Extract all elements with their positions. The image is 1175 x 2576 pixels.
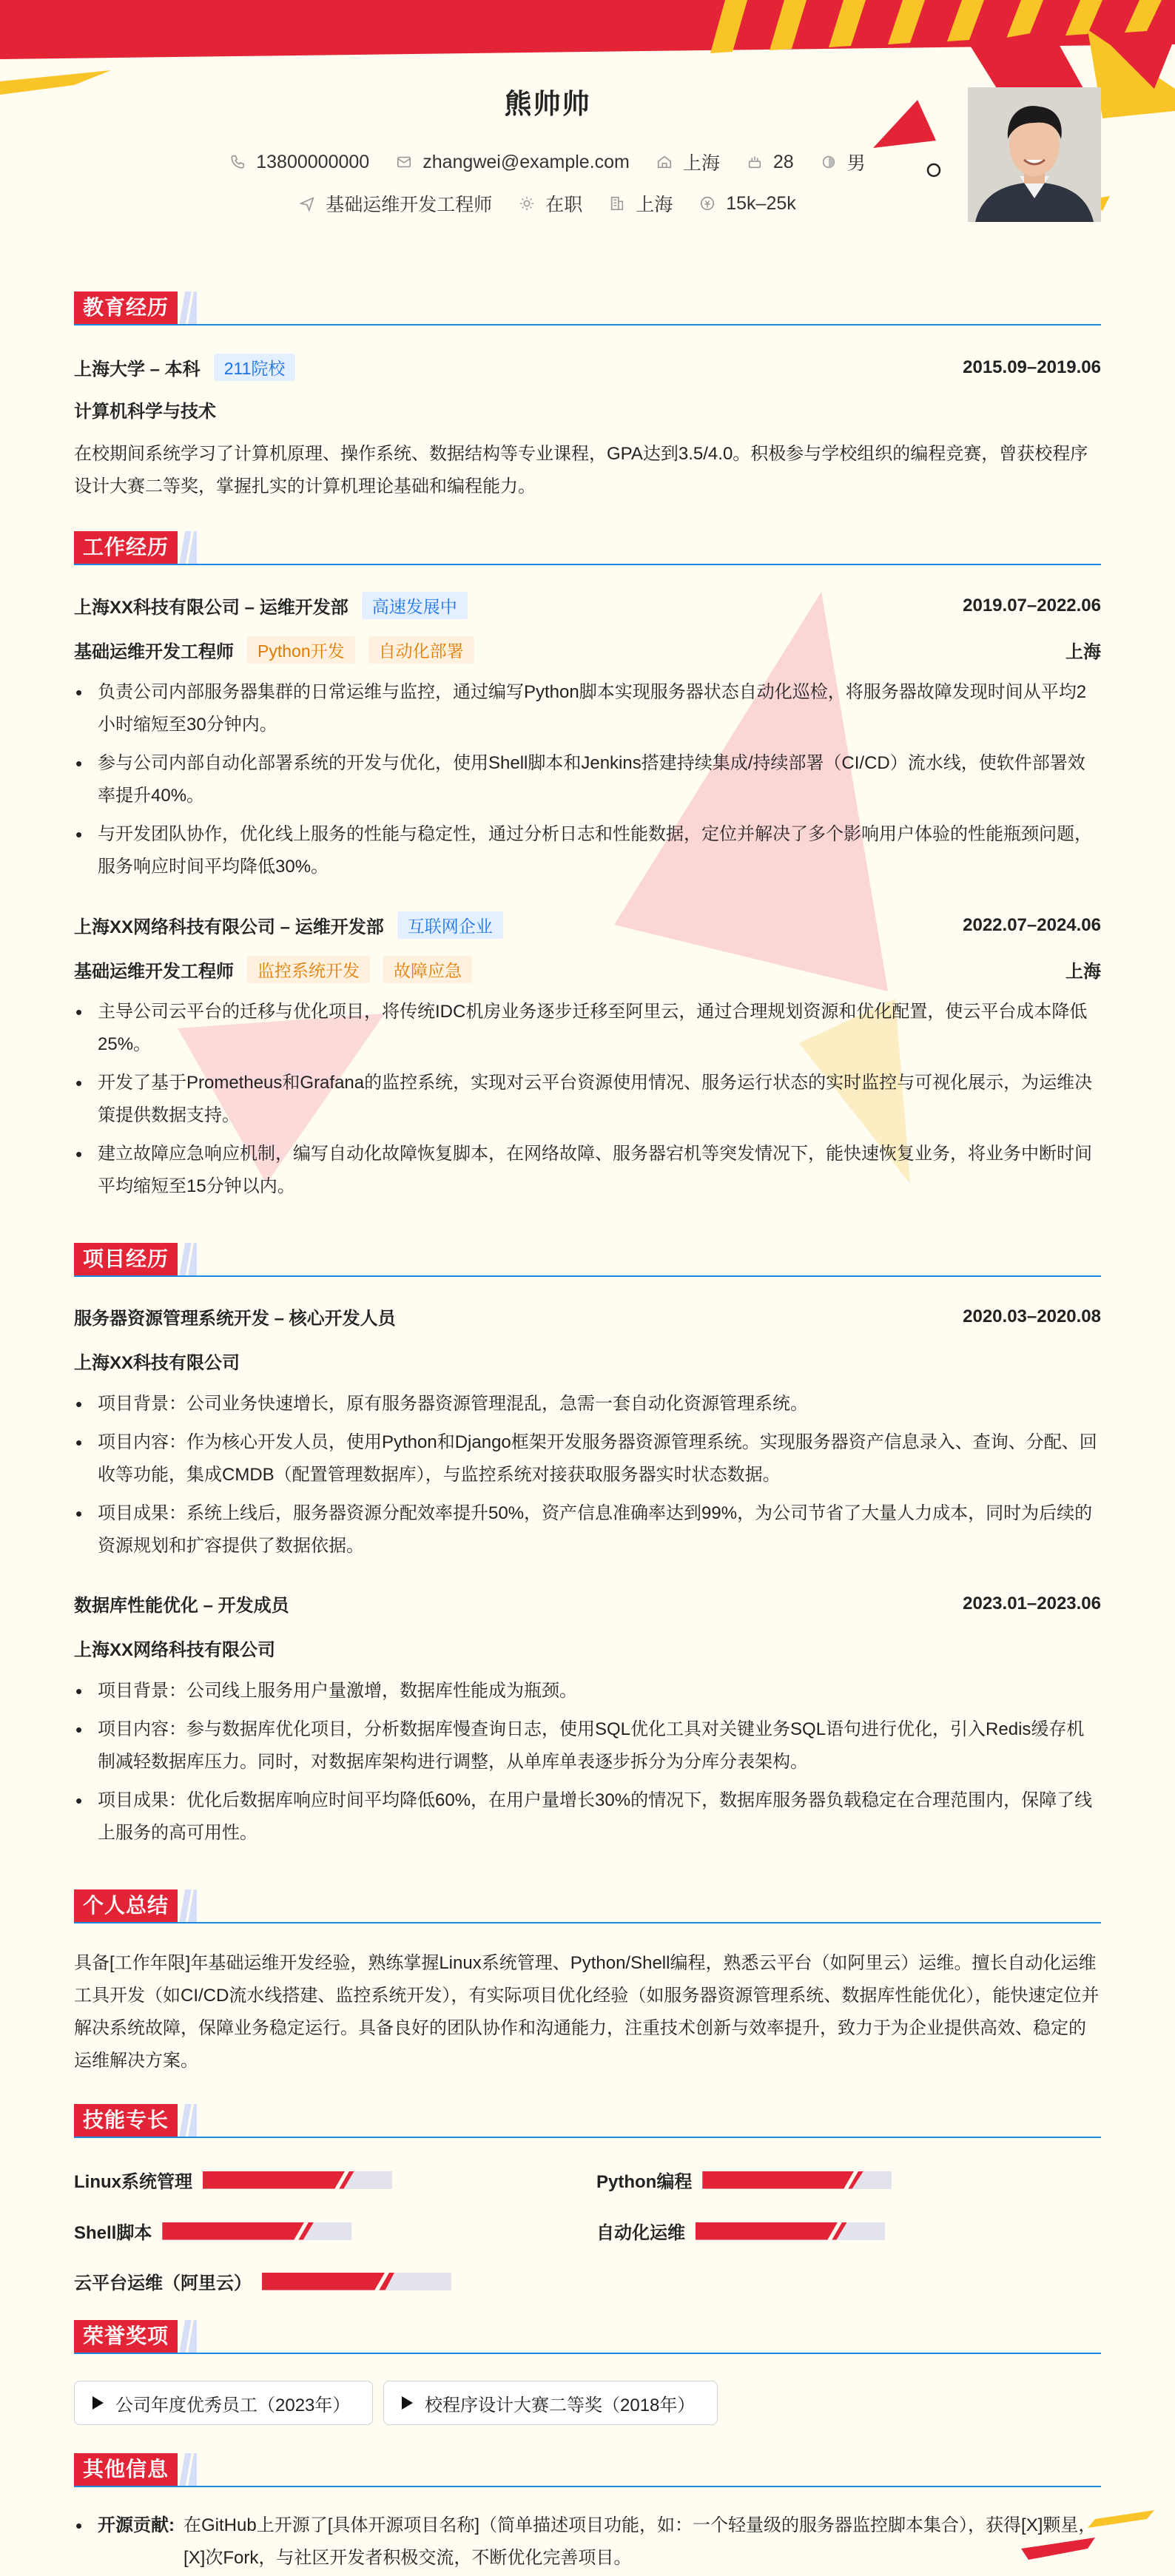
project-header	[74, 1304, 1101, 1329]
role-name: 基础运维开发工程师	[74, 642, 234, 662]
target-city-item	[609, 190, 673, 217]
email-item	[396, 152, 630, 173]
contact-row	[0, 149, 1095, 175]
phone-icon	[229, 154, 246, 170]
section-divider	[74, 1922, 1101, 1923]
section-label: 工作经历	[74, 531, 178, 564]
status-item	[519, 190, 582, 217]
skill-bar	[203, 2171, 392, 2189]
project-company: 上海XX科技有限公司	[74, 1353, 240, 1373]
avatar-photo	[968, 87, 1101, 222]
project-bullet: • 项目内容：参与数据库优化项目，分析数据库慢查询日志，使用SQL优化工具对关键业务SQL语句进行优化，引入Redis缓存机制减轻数据库压力。同时，对数据库架构进行调整，从单库单表逐步拆分为分库分表架构。	[74, 1713, 1101, 1778]
project-bullet: • 项目成果：优化后数据库响应时间平均降低60%，在用户量增长30%的情况下，数据库服务器负载稳定在合理范围内，保障了线上服务的高可用性。	[74, 1784, 1101, 1850]
role-tag: 监控系统开发	[247, 956, 370, 983]
section-divider	[74, 564, 1101, 565]
skill-bar	[162, 2222, 351, 2240]
section-title-summary	[74, 1889, 197, 1922]
target-city-text: 上海	[636, 195, 673, 215]
gender-item	[821, 149, 866, 175]
award-text: 公司年度优秀员工（2023年）	[115, 2395, 351, 2415]
work-header	[74, 592, 1101, 619]
city-item	[656, 149, 720, 175]
education-major-row	[74, 397, 1101, 422]
award-text: 校程序设计大赛二等奖（2018年）	[425, 2395, 696, 2415]
skill-bar	[696, 2222, 885, 2240]
project-period: 2023.01–2023.06	[963, 1593, 1101, 1614]
skill-bar	[262, 2273, 451, 2290]
school-tag: 211院校	[214, 354, 296, 381]
job-title-text: 基础运维开发工程师	[326, 195, 493, 215]
work-period: 2022.07–2024.06	[963, 914, 1101, 935]
status-text: 在职	[545, 195, 583, 215]
city-text: 上海	[682, 153, 720, 174]
section-label: 个人总结	[74, 1889, 178, 1922]
project-bullet: • 项目背景：公司业务快速增长，原有服务器资源管理混乱，急需一套自动化资源管理系统。	[74, 1388, 1101, 1420]
company-tag: 互联网企业	[397, 911, 503, 939]
work-bullet: • 开发了基于Prometheus和Grafana的监控系统，实现对云平台资源使用情况、服务运行状态的实时监控与可视化展示，为运维决策提供数据支持。	[74, 1067, 1101, 1132]
project-bullet: • 项目背景：公司线上服务用户量激增，数据库性能成为瓶颈。	[74, 1675, 1101, 1707]
education-description: 在校期间系统学习了计算机原理、操作系统、数据结构等专业课程，GPA达到3.5/4.0。积极参与学校组织的编程竞赛，曾获校程序设计大赛二等奖，掌握扎实的计算机理论基础和编程能力。	[74, 444, 1088, 496]
summary-text: 具备[工作年限]年基础运维开发经验，熟练掌握Linux系统管理、Python/Shell编程，熟悉云平台（如阿里云）运维。擅长自动化运维工具开发（如CI/CD流水线搭建、监控系统开发），有实际项目优化经验（如服务器资源管理系统、数据库性能优化），能快速定位并解决系统故障，保障业务稳定运行。具备良好的团队协作和沟通能力，注重技术创新与效率提升，致力于为企业提供高效、稳定的运维解决方案。	[74, 1953, 1100, 2071]
building-icon	[609, 195, 625, 212]
cake-icon	[747, 154, 763, 170]
job-title-item	[299, 190, 492, 217]
gender-text: 男	[846, 153, 866, 174]
work-bullet: • 建立故障应急响应机制，编写自动化故障恢复脚本，在网络故障、服务器宕机等突发情况下，能快速恢复业务，将业务中断时间平均缩短至15分钟以内。	[74, 1138, 1101, 1203]
section-divider	[74, 2137, 1101, 2138]
award-item[interactable]	[74, 2381, 373, 2425]
role-tag: 故障应急	[383, 956, 472, 983]
salary-text: 15k–25k	[726, 192, 796, 214]
project-bullet: • 项目内容：作为核心开发人员，使用Python和Django框架开发服务器资源管理系统。实现服务器资产信息录入、查询、分配、回收等功能，集成CMDB（配置管理数据库），与监控系统对接获取服务器实时状态数据。	[74, 1426, 1101, 1491]
work-role-row	[74, 956, 1101, 983]
project-period: 2020.03–2020.08	[963, 1306, 1101, 1326]
skill-name: Shell脚本	[74, 2223, 152, 2243]
gender-icon	[821, 154, 837, 170]
work-period: 2019.07–2022.06	[963, 595, 1101, 616]
section-label: 荣誉奖项	[74, 2320, 178, 2353]
skill-name: Linux系统管理	[74, 2172, 192, 2192]
avatar-illustration	[968, 87, 1101, 222]
skill-bar-fill	[262, 2273, 394, 2290]
other-label: • 开源贡献:	[98, 2515, 175, 2535]
skill-name: Python编程	[596, 2172, 693, 2192]
project-company: 上海XX网络科技有限公司	[74, 1640, 276, 1660]
role-tag: Python开发	[247, 636, 355, 664]
skill-bar-fill	[702, 2171, 863, 2189]
section-label: 技能专长	[74, 2104, 178, 2137]
project-company-row	[74, 1635, 1101, 1661]
work-bullet: • 主导公司云平台的迁移与优化项目，将传统IDC机房业务逐步迁移至阿里云，通过合理规划资源和优化配置，使云平台成本降低25%。	[74, 996, 1101, 1061]
skill-name: 云平台运维（阿里云）	[74, 2273, 252, 2293]
section-label: 其他信息	[74, 2453, 178, 2486]
phone-item	[229, 152, 369, 173]
section-title-work	[74, 531, 197, 564]
major-name: 计算机科学与技术	[74, 402, 216, 422]
candidate-name: 熊帅帅	[504, 89, 591, 119]
section-title-awards	[74, 2320, 197, 2353]
project-bullet: • 项目成果：系统上线后，服务器资源分配效率提升50%，资产信息准确率达到99%，为公司节省了大量人力成本，同时为后续的资源规划和扩容提供了数据依据。	[74, 1497, 1101, 1562]
award-item[interactable]	[383, 2381, 718, 2425]
other-item-content	[98, 2509, 1101, 2575]
section-divider	[74, 2353, 1101, 2354]
salary-item	[699, 193, 796, 215]
skill-item	[596, 2167, 892, 2193]
work-location: 上海	[1065, 642, 1101, 662]
education-period: 2015.09–2019.06	[963, 357, 1101, 377]
work-bullet: • 与开发团队协作，优化线上服务的性能与稳定性，通过分析日志和性能数据，定位并解决了多个影响用户体验的性能瓶颈问题，服务响应时间平均降低30%。	[74, 818, 1101, 883]
section-title-education	[74, 291, 197, 324]
send-icon	[299, 195, 315, 212]
section-label: 项目经历	[74, 1243, 178, 1275]
project-name: 数据库性能优化 – 开发成员	[74, 1596, 289, 1616]
education-header	[74, 354, 1101, 381]
section-title-skills	[74, 2104, 197, 2137]
skill-bar-fill	[162, 2222, 314, 2240]
role-tag: 自动化部署	[368, 636, 474, 664]
coin-icon	[699, 195, 716, 212]
skill-name: 自动化运维	[596, 2223, 685, 2243]
mail-icon	[396, 154, 412, 170]
sun-icon	[519, 195, 535, 212]
project-name: 服务器资源管理系统开发 – 核心开发人员	[74, 1309, 396, 1329]
other-text: 在GitHub上开源了[具体开源项目名称]（简单描述项目功能，如：一个轻量级的服务器监控脚本集合），获得[X]颗星，[X]次Fork，与社区开发者积极交流，不断优化完善项目。	[184, 2515, 1097, 2568]
section-divider	[74, 324, 1101, 326]
phone-text: 13800000000	[256, 151, 370, 172]
work-bullet: • 参与公司内部自动化部署系统的开发与优化，使用Shell脚本和Jenkins搭建持续集成/持续部署（CI/CD）流水线，使软件部署效率提升40%。	[74, 747, 1101, 812]
work-bullet: • 负责公司内部服务器集群的日常运维与监控，通过编写Python脚本实现服务器状态自动化巡检，将服务器故障发现时间从平均2小时缩短至30分钟内。	[74, 676, 1101, 741]
skill-bar-fill	[696, 2222, 847, 2240]
section-divider	[74, 1275, 1101, 1277]
section-title-other	[74, 2453, 197, 2486]
project-company-row	[74, 1348, 1101, 1374]
role-name: 基础运维开发工程师	[74, 962, 234, 982]
play-icon	[92, 2396, 104, 2410]
school-name: 上海大学 – 本科	[74, 360, 201, 380]
work-location: 上海	[1065, 962, 1101, 982]
section-divider	[74, 2486, 1101, 2487]
skill-item	[596, 2218, 885, 2244]
job-intent-row	[0, 190, 1095, 217]
skill-item	[74, 2218, 351, 2244]
section-label: 教育经历	[74, 291, 178, 324]
skill-bar	[702, 2171, 892, 2189]
home-icon	[656, 154, 673, 170]
company-tag: 高速发展中	[362, 592, 468, 619]
skill-item	[74, 2268, 451, 2294]
other-item	[74, 2509, 1101, 2575]
section-title-projects	[74, 1243, 197, 1275]
project-header	[74, 1591, 1101, 1616]
age-item	[747, 152, 794, 173]
age-text: 28	[772, 151, 794, 172]
play-icon	[402, 2396, 413, 2410]
skill-bar-fill	[203, 2171, 354, 2189]
company-name: 上海XX科技有限公司 – 运维开发部	[74, 598, 349, 618]
skill-item	[74, 2167, 392, 2193]
email-text: zhangwei@example.com	[422, 151, 630, 172]
company-name: 上海XX网络科技有限公司 – 运维开发部	[74, 917, 384, 937]
work-header	[74, 911, 1101, 939]
work-role-row	[74, 636, 1101, 664]
